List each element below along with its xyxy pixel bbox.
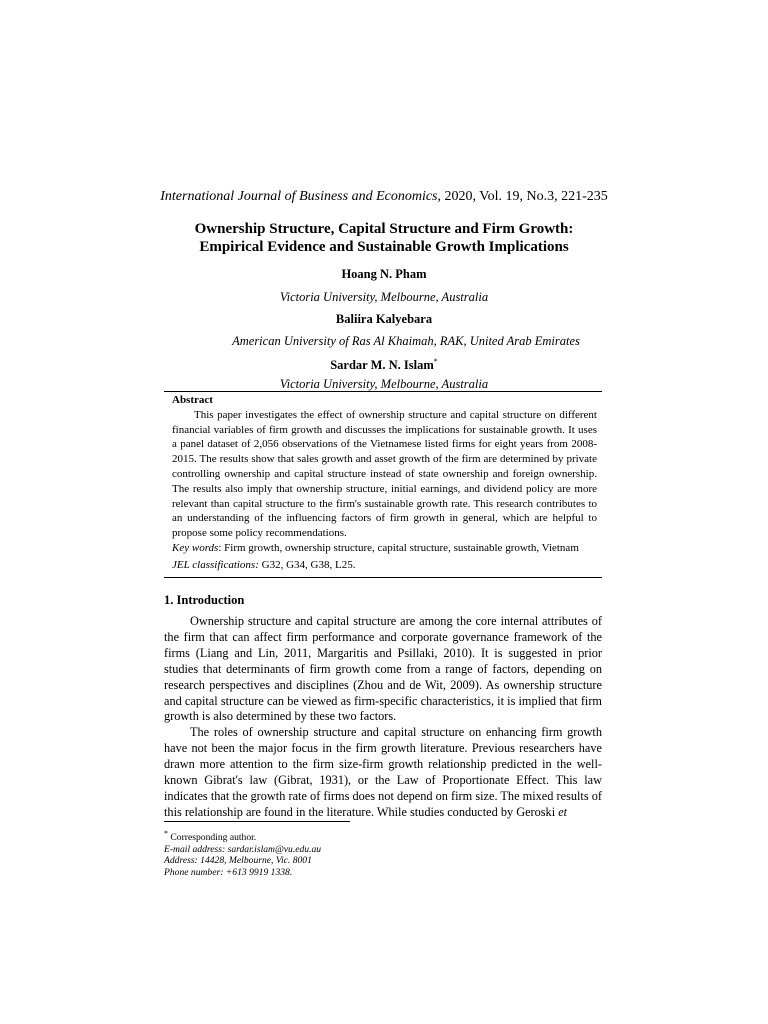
paper-title <box>0 220 768 256</box>
keywords-line <box>172 541 597 556</box>
abstract-heading: Abstract <box>172 394 213 406</box>
intro-paragraph-2-italic: et <box>558 804 568 819</box>
footnote-marker: * <box>164 829 168 838</box>
abstract-body: This paper investigates the effect of ownership structure and capital structure on different financial variables of firm growth and discusses the implications for sustainable growth. It uses a panel dataset of 2,056 observations of the Vietnamese listed firms for eight years from 2008-2015. The results show that sales growth and asset growth of the firm are determined by private controlling ownership and capital structure instead of state ownership and foreign ownership. The results also imply that ownership structure, initial earnings, and dividend policy are more relevant than capital structure to the firm's sustainable growth rate. This research contributes to an understanding of the influencing factors of firm growth in general, which are helpful to propose some policy recommendations. <box>172 408 597 540</box>
intro-paragraph-2-text: The roles of ownership structure and capital structure on enhancing firm growth have not been the major focus in the firm growth literature. Previous researchers have drawn more attention to the firm size-firm growth relationship predicted in the well-known Gibrat's law (Gibrat, 1931), or the Law of Proportionate Effect. This law indicates that the growth rate of firms does not depend on firm size. The mixed results of this relationship are found in the literature. While studies conducted by Geroski <box>164 725 602 819</box>
author-name: Sardar M. N. Islam <box>330 358 434 373</box>
section-heading: 1. Introduction <box>164 593 245 607</box>
journal-header <box>0 188 768 206</box>
footnote-rule <box>164 821 350 822</box>
footnote-corresponding <box>164 828 321 844</box>
footnote-phone: Phone number: +613 9919 1338. <box>164 866 293 878</box>
author-name: Hoang N. Pham <box>341 267 427 281</box>
abstract-block <box>172 393 597 573</box>
author-name-corresponding <box>0 354 768 373</box>
title-line-2: Empirical Evidence and Sustainable Growth Implications <box>199 239 569 255</box>
abstract-top-rule <box>164 391 602 392</box>
introduction-body <box>164 614 602 821</box>
jel-line <box>172 558 597 573</box>
corresponding-marker: * <box>433 357 438 366</box>
journal-name: International Journal of Business and Economics <box>160 189 438 204</box>
author-affiliation: Victoria University, Melbourne, Australia <box>279 290 489 304</box>
jel-text: G32, G34, G38, L25. <box>258 558 356 571</box>
footnote-email: E-mail address: sardar.islam@vu.edu.au <box>164 843 322 855</box>
author-name: Baliira Kalyebara <box>335 312 433 326</box>
footnote-address: Address: 14428, Melbourne, Vic. 8001 <box>164 855 312 867</box>
author-affiliation: American University of Ras Al Khaimah, RAK, United Arab Emirates <box>232 334 580 348</box>
footnote-corresponding-text: Corresponding author. <box>168 832 257 844</box>
jel-label: JEL classifications: <box>172 558 259 571</box>
journal-details: , 2020, Vol. 19, No.3, 221-235 <box>437 189 608 204</box>
footnotes <box>164 828 321 879</box>
keywords-label: Key words <box>172 541 219 554</box>
abstract-bottom-rule <box>164 577 602 578</box>
intro-paragraph-1: Ownership structure and capital structure are among the core internal attributes of the firm that can affect firm performance and corporate governance framework of the firms (Liang and Lin, 2011, Margaritis and Psillaki, 2010). It is suggested in prior studies that determinants of firm growth come from a range of factors, depending on research perspectives and disciplines (Zhou and de Wit, 2009). As ownership structure and capital structure can be viewed as firm-specific characteristics, it is implied that firm growth is also determined by these two factors. <box>164 614 602 724</box>
intro-paragraph-2 <box>164 725 602 820</box>
author-affiliation: Victoria University, Melbourne, Australia <box>279 377 489 391</box>
keywords-text: : Firm growth, ownership structure, capital structure, sustainable growth, Vietnam <box>218 541 579 554</box>
title-line-1: Ownership Structure, Capital Structure and Firm Growth: <box>194 221 574 237</box>
